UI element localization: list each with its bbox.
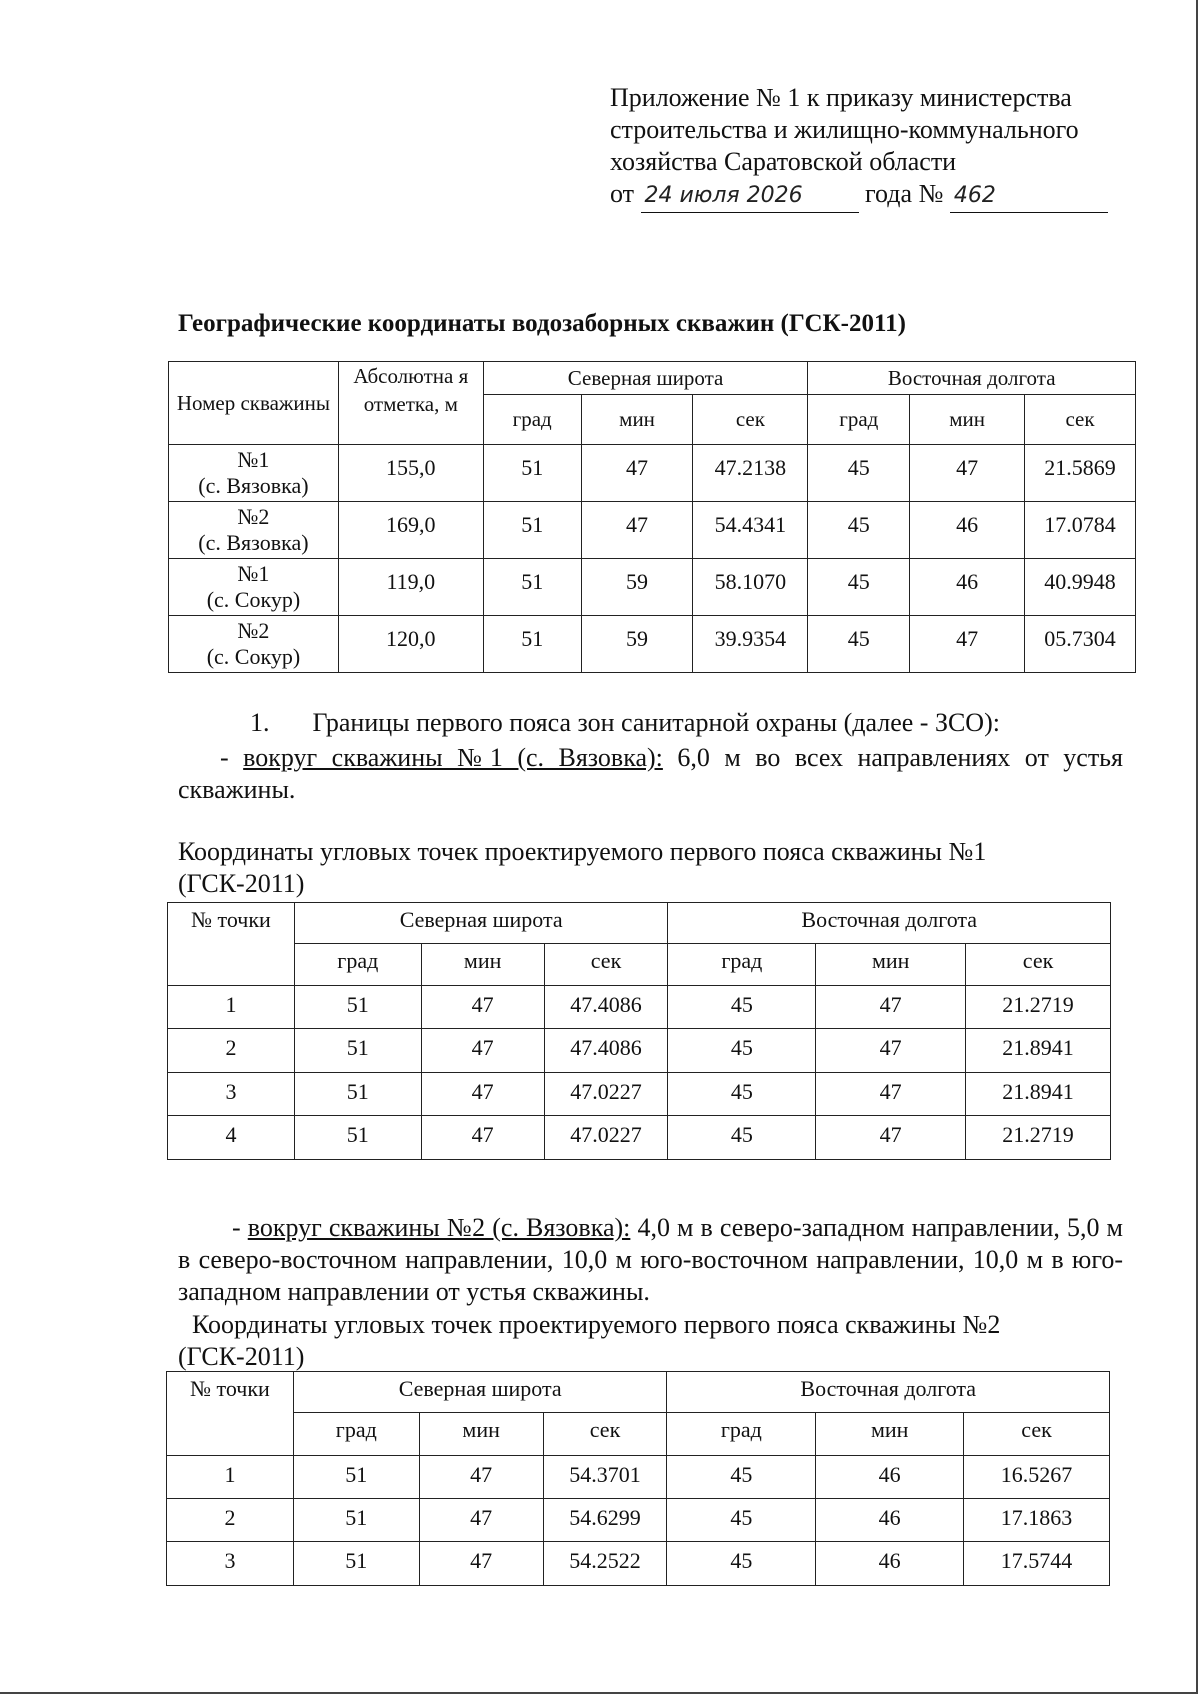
east-min-cell: 47 bbox=[816, 1116, 966, 1160]
header-east-longitude: Восточная долгота bbox=[667, 1372, 1110, 1413]
table1-caption: Координаты угловых точек проектируемого первого пояса скважины №1 (ГСК-2011) bbox=[178, 837, 987, 898]
well-name: №2 bbox=[237, 504, 270, 529]
east-sec-cell: 21.2719 bbox=[966, 986, 1111, 1029]
east-deg-cell: 45 bbox=[808, 502, 910, 559]
well-place: (с. Сокур) bbox=[206, 587, 301, 612]
header-north-latitude: Северная широта bbox=[293, 1372, 667, 1413]
east-sec-cell: 40.9948 bbox=[1025, 559, 1136, 616]
well-cell bbox=[169, 559, 339, 616]
header-east-sec: сек bbox=[1025, 395, 1136, 445]
north-deg-cell: 51 bbox=[483, 616, 581, 673]
east-min-cell: 46 bbox=[910, 502, 1025, 559]
header-north-sec: сек bbox=[544, 944, 668, 986]
north-deg-cell: 51 bbox=[294, 1073, 421, 1116]
elevation-cell: 169,0 bbox=[338, 502, 483, 559]
wells-table bbox=[168, 361, 1136, 673]
east-min-cell: 47 bbox=[910, 616, 1025, 673]
header-north-deg: град bbox=[483, 395, 581, 445]
elevation-cell: 119,0 bbox=[338, 559, 483, 616]
well-name: №1 bbox=[237, 561, 270, 586]
point-cell: 4 bbox=[168, 1116, 295, 1160]
table-row bbox=[167, 1499, 1110, 1542]
table-row bbox=[168, 1116, 1111, 1160]
well1-link: вокруг скважины №1 (с. Вязовка): bbox=[243, 743, 663, 772]
east-min-cell: 46 bbox=[816, 1542, 964, 1586]
east-sec-cell: 21.8941 bbox=[966, 1073, 1111, 1116]
north-deg-cell: 51 bbox=[294, 986, 421, 1029]
north-min-cell: 47 bbox=[581, 502, 693, 559]
north-min-cell: 47 bbox=[421, 1116, 544, 1160]
east-sec-cell: 05.7304 bbox=[1025, 616, 1136, 673]
east-min-cell: 46 bbox=[816, 1499, 964, 1542]
table-row bbox=[168, 986, 1111, 1029]
north-sec-cell: 47.0227 bbox=[544, 1073, 668, 1116]
table-row bbox=[167, 1542, 1110, 1586]
well-place: (с. Вязовка) bbox=[198, 473, 309, 498]
header-north-sec: сек bbox=[693, 395, 808, 445]
well2-paragraph bbox=[178, 1212, 1123, 1308]
well1-dash: - bbox=[220, 743, 229, 772]
north-min-cell: 47 bbox=[421, 1029, 544, 1073]
header-north-deg: град bbox=[294, 944, 421, 986]
appendix-date-line bbox=[610, 178, 1130, 213]
north-min-cell: 59 bbox=[581, 616, 693, 673]
north-sec-cell: 39.9354 bbox=[693, 616, 808, 673]
header-east-longitude: Восточная долгота bbox=[808, 362, 1136, 395]
header-north-latitude: Северная широта bbox=[294, 903, 668, 944]
north-sec-cell: 54.4341 bbox=[693, 502, 808, 559]
appendix-line-2: строительства и жилищно-коммунального bbox=[610, 115, 1079, 144]
north-sec-cell: 58.1070 bbox=[693, 559, 808, 616]
table-row bbox=[169, 445, 1136, 502]
north-min-cell: 47 bbox=[419, 1456, 543, 1499]
north-sec-cell: 47.2138 bbox=[693, 445, 808, 502]
north-min-cell: 47 bbox=[419, 1499, 543, 1542]
north-min-cell: 59 bbox=[581, 559, 693, 616]
appendix-line-1: Приложение № 1 к приказу министерства bbox=[610, 83, 1072, 112]
handwritten-date: 24 июля 2026 bbox=[641, 180, 859, 213]
header-east-min: мин bbox=[816, 944, 966, 986]
header-east-deg: град bbox=[808, 395, 910, 445]
section-heading-text: Границы первого пояса зон санитарной охраны (далее - ЗСО): bbox=[312, 708, 1000, 737]
elevation-cell: 155,0 bbox=[338, 445, 483, 502]
north-min-cell: 47 bbox=[419, 1542, 543, 1586]
east-sec-cell: 17.1863 bbox=[964, 1499, 1110, 1542]
year-label: года bbox=[865, 179, 913, 208]
well-place: (с. Сокур) bbox=[206, 644, 301, 669]
header-east-sec: сек bbox=[966, 944, 1111, 986]
header-point-no: № точки bbox=[167, 1372, 294, 1456]
point-cell: 2 bbox=[167, 1499, 294, 1542]
east-deg-cell: 45 bbox=[808, 616, 910, 673]
north-min-cell: 47 bbox=[421, 986, 544, 1029]
east-min-cell: 46 bbox=[816, 1456, 964, 1499]
header-east-min: мин bbox=[816, 1413, 964, 1456]
north-deg-cell: 51 bbox=[293, 1499, 419, 1542]
east-deg-cell: 45 bbox=[667, 1499, 816, 1542]
east-min-cell: 46 bbox=[910, 559, 1025, 616]
table-row bbox=[169, 616, 1136, 673]
north-deg-cell: 51 bbox=[483, 502, 581, 559]
east-sec-cell: 17.0784 bbox=[1025, 502, 1136, 559]
elevation-cell: 120,0 bbox=[338, 616, 483, 673]
east-deg-cell: 45 bbox=[808, 559, 910, 616]
north-sec-cell: 47.4086 bbox=[544, 1029, 668, 1073]
north-sec-cell: 54.2522 bbox=[543, 1542, 667, 1586]
header-north-sec: сек bbox=[543, 1413, 667, 1456]
from-label: от bbox=[610, 179, 635, 208]
point-cell: 1 bbox=[168, 986, 295, 1029]
header-east-sec: сек bbox=[964, 1413, 1110, 1456]
header-east-deg: град bbox=[668, 944, 816, 986]
main-title: Географические координаты водозаборных скважин (ГСК-2011) bbox=[178, 310, 906, 337]
table-row bbox=[168, 1029, 1111, 1073]
east-sec-cell: 21.2719 bbox=[966, 1116, 1111, 1160]
header-east-deg: град bbox=[667, 1413, 816, 1456]
header-point-no: № точки bbox=[168, 903, 295, 986]
north-deg-cell: 51 bbox=[293, 1542, 419, 1586]
table-row bbox=[168, 1073, 1111, 1116]
point-cell: 1 bbox=[167, 1456, 294, 1499]
north-min-cell: 47 bbox=[421, 1073, 544, 1116]
header-east-longitude: Восточная долгота bbox=[668, 903, 1111, 944]
north-deg-cell: 51 bbox=[294, 1116, 421, 1160]
east-min-cell: 47 bbox=[816, 1029, 966, 1073]
well2-text: 4,0 м в северо-западном направлении, 5,0 м в северо-восточном направлении, 10,0 м юго-восточном направлении, 10,0 м в юго-западном направлении от устья скважины. bbox=[178, 1213, 1123, 1306]
table2-caption: Координаты угловых точек проектируемого первого пояса скважины №2 (ГСК-2011) bbox=[178, 1310, 1001, 1371]
number-label: № bbox=[918, 179, 944, 208]
well-cell bbox=[169, 616, 339, 673]
north-deg-cell: 51 bbox=[483, 445, 581, 502]
north-deg-cell: 51 bbox=[294, 1029, 421, 1073]
well-name: №2 bbox=[237, 618, 270, 643]
header-north-min: мин bbox=[581, 395, 693, 445]
header-north-min: мин bbox=[419, 1413, 543, 1456]
north-min-cell: 47 bbox=[581, 445, 693, 502]
well-cell bbox=[169, 445, 339, 502]
well2-dash: - bbox=[232, 1213, 241, 1242]
east-min-cell: 47 bbox=[816, 986, 966, 1029]
appendix-header bbox=[610, 82, 1130, 213]
east-deg-cell: 45 bbox=[668, 1116, 816, 1160]
north-deg-cell: 51 bbox=[293, 1456, 419, 1499]
header-north-min: мин bbox=[421, 944, 544, 986]
header-north-latitude: Северная широта bbox=[483, 362, 808, 395]
header-well-number: Номер скважины bbox=[169, 362, 339, 445]
point-cell: 2 bbox=[168, 1029, 295, 1073]
well1-paragraph bbox=[178, 742, 1123, 806]
north-deg-cell: 51 bbox=[483, 559, 581, 616]
east-deg-cell: 45 bbox=[808, 445, 910, 502]
table-row bbox=[169, 559, 1136, 616]
north-sec-cell: 54.3701 bbox=[543, 1456, 667, 1499]
section-number: 1. bbox=[250, 708, 270, 737]
east-sec-cell: 16.5267 bbox=[964, 1456, 1110, 1499]
appendix-line-3: хозяйства Саратовской области bbox=[610, 147, 957, 176]
well-cell bbox=[169, 502, 339, 559]
east-deg-cell: 45 bbox=[667, 1456, 816, 1499]
east-deg-cell: 45 bbox=[668, 1029, 816, 1073]
east-sec-cell: 17.5744 bbox=[964, 1542, 1110, 1586]
east-sec-cell: 21.8941 bbox=[966, 1029, 1111, 1073]
well2-link: вокруг скважины №2 (с. Вязовка): bbox=[247, 1213, 631, 1242]
well-place: (с. Вязовка) bbox=[198, 530, 309, 555]
east-deg-cell: 45 bbox=[667, 1542, 816, 1586]
east-deg-cell: 45 bbox=[668, 986, 816, 1029]
table-row bbox=[167, 1456, 1110, 1499]
well1-text: 6,0 м во всех направлениях от устья скважины. bbox=[178, 743, 1123, 804]
east-deg-cell: 45 bbox=[668, 1073, 816, 1116]
north-sec-cell: 47.0227 bbox=[544, 1116, 668, 1160]
handwritten-number: 462 bbox=[950, 180, 1108, 213]
east-sec-cell: 21.5869 bbox=[1025, 445, 1136, 502]
point-cell: 3 bbox=[167, 1542, 294, 1586]
north-sec-cell: 54.6299 bbox=[543, 1499, 667, 1542]
header-north-deg: град bbox=[293, 1413, 419, 1456]
table1 bbox=[167, 902, 1111, 1160]
point-cell: 3 bbox=[168, 1073, 295, 1116]
table2 bbox=[166, 1371, 1110, 1586]
north-sec-cell: 47.4086 bbox=[544, 986, 668, 1029]
header-elevation: Абсолютна я отметка, м bbox=[338, 362, 483, 445]
well-name: №1 bbox=[237, 447, 270, 472]
table-row bbox=[169, 502, 1136, 559]
east-min-cell: 47 bbox=[816, 1073, 966, 1116]
east-min-cell: 47 bbox=[910, 445, 1025, 502]
header-east-min: мин bbox=[910, 395, 1025, 445]
section-heading bbox=[250, 707, 1000, 739]
